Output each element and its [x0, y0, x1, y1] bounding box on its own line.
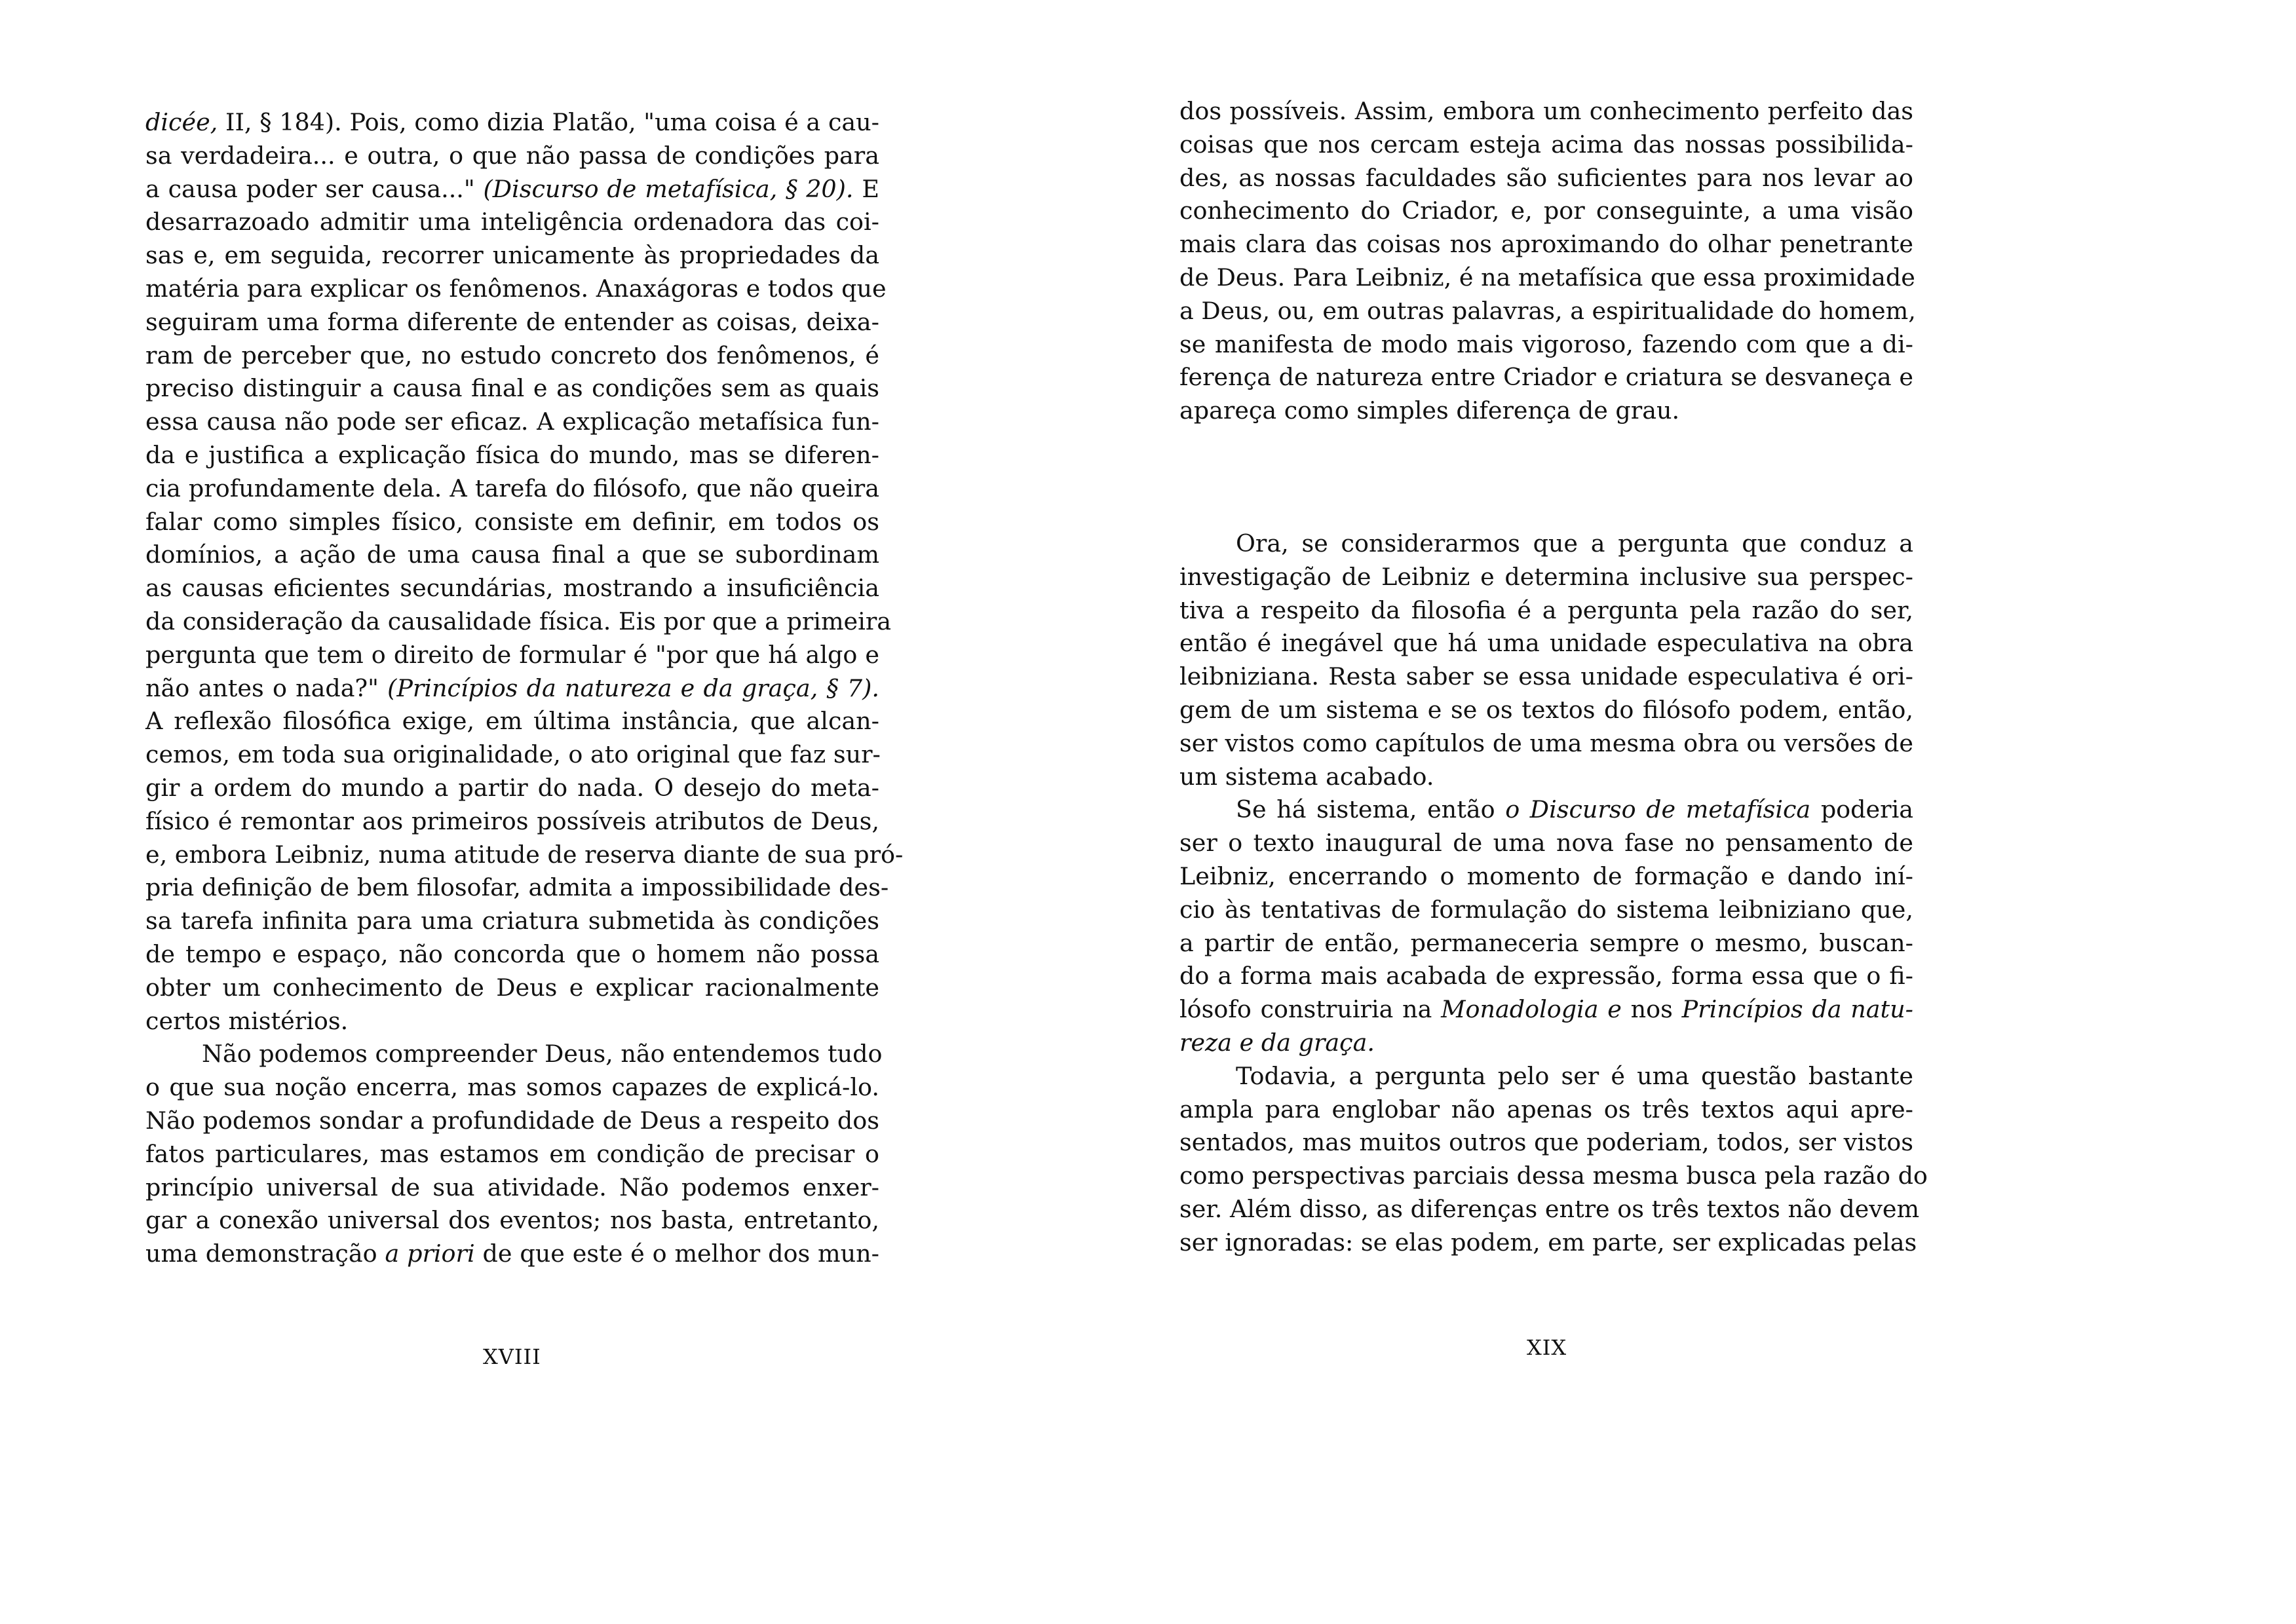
text-span: de Deus. Para Leibniz, é na metafísica que essa proximidade: [1179, 263, 1915, 292]
text-line: [1179, 561, 1913, 594]
text-line: [145, 605, 892, 638]
text-span: de que este é o melhor dos mun-: [474, 1239, 880, 1268]
text-span: ser vistos como capítulos de uma mesma obra ou versões de: [1179, 728, 1913, 757]
text-span: preciso distinguir a causa final e as condições sem as quais: [145, 374, 879, 403]
text-line: [145, 506, 879, 538]
text-line: [1179, 1226, 1917, 1259]
text-line: [1179, 1193, 1920, 1226]
text-line: [1179, 960, 1913, 992]
text-line: [1179, 295, 1916, 328]
text-line: [1179, 860, 1913, 893]
text-span: gir a ordem do mundo a partir do nada. O desejo do meta-: [145, 774, 879, 802]
text-span: poderia: [1810, 795, 1914, 824]
text-span: A reflexão filosófica exige, em última instância, que alcan-: [145, 707, 879, 736]
text-span: gem de um sistema e se os textos do filósofo podem, então,: [1179, 696, 1913, 724]
text-line: [1179, 694, 1913, 727]
text-span: ferença de natureza entre Criador e criatura se desvaneça e: [1179, 363, 1913, 392]
text-line: [1179, 162, 1913, 195]
text-line: [145, 639, 879, 671]
text-span: certos mistérios.: [145, 1006, 349, 1035]
text-line: [145, 1005, 879, 1038]
text-span: Não podemos compreender Deus, não entendemos tudo: [202, 1040, 883, 1068]
text-line: [1179, 394, 1913, 427]
text-span: sas e, em seguida, recorrer unicamente às propriedades da: [145, 241, 879, 270]
text-span: conhecimento do Criador, e, por conseguinte, a uma visão: [1179, 197, 1913, 225]
text-span: princípio universal de sua atividade. Não podemos enxer-: [145, 1173, 879, 1201]
text-line: [1179, 1060, 1913, 1093]
text-span: gar a conexão universal dos eventos; nos basta, entretanto,: [145, 1206, 879, 1235]
text-span: lósofo construiria na: [1179, 995, 1442, 1024]
text-line: [145, 938, 879, 971]
text-line: [145, 140, 879, 172]
text-span: e, embora Leibniz, numa atitude de reserva diante de sua pró-: [145, 840, 904, 869]
text-span: dos possíveis. Assim, embora um conhecimento perfeito das: [1179, 97, 1913, 125]
text-line: [1179, 228, 1913, 261]
text-span: coisas que nos cercam esteja acima das nossas possibilida-: [1179, 130, 1913, 159]
text-span: um sistema acabado.: [1179, 762, 1434, 791]
text-line: [1179, 793, 1913, 826]
text-line: [145, 705, 879, 738]
text-span: fatos particulares, mas estamos em condição de precisar o: [145, 1139, 879, 1168]
text-line: [1179, 594, 1913, 627]
text-span: investigação de Leibniz e determina inclusive sua perspec-: [1179, 562, 1913, 591]
text-line: [145, 538, 879, 571]
text-span: essa causa não pode ser eficaz. A explicação metafísica fun-: [145, 407, 879, 436]
text-line: [1179, 761, 1913, 793]
text-span: sa verdadeira... e outra, o que não passa de condições para: [145, 141, 879, 170]
text-span: falar como simples físico, consiste em definir, em todos os: [145, 507, 879, 536]
text-span: sa tarefa infinita para uma criatura submetida às condições: [145, 907, 879, 935]
text-line: [1179, 1093, 1913, 1126]
text-line: [145, 439, 879, 472]
text-span: ampla para englobar não apenas os três textos aqui apre-: [1179, 1095, 1913, 1124]
text-span: apareça como simples diferença de grau.: [1179, 396, 1680, 425]
text-span: não antes o nada?": [145, 673, 388, 702]
text-line: [145, 1237, 879, 1270]
text-line: [145, 1171, 879, 1204]
text-span: então é inegável que há uma unidade especulativa na obra: [1179, 629, 1913, 658]
text-line: [145, 472, 879, 505]
text-span: seguiram uma forma diferente de entender as coisas, deixa-: [145, 307, 879, 336]
italic-text: Monadologia e: [1441, 995, 1622, 1024]
italic-text: a priori: [385, 1239, 475, 1268]
text-line: [1179, 927, 1913, 960]
italic-text: o Discurso de metafísica: [1505, 795, 1811, 824]
text-span: de tempo e espaço, não concorda que o homem não possa: [145, 940, 879, 968]
text-line: [145, 406, 879, 438]
text-span: nos: [1621, 995, 1682, 1024]
italic-text: (Princípios da natureza e da graça, § 7).: [387, 673, 879, 702]
text-line: [1179, 361, 1913, 394]
text-span: mais clara das coisas nos aproximando do olhar penetrante: [1179, 230, 1913, 259]
text-span: a causa poder ser causa...": [145, 174, 484, 203]
text-span: ser. Além disso, as diferenças entre os três textos não devem: [1179, 1195, 1920, 1223]
text-line: [145, 871, 889, 904]
text-span: II, § 184). Pois, como dizia Platão, "uma coisa é a cau-: [218, 108, 879, 136]
text-line: [1179, 993, 1913, 1026]
text-span: pria definição de bem filosofar, admita a impossibilidade des-: [145, 873, 889, 902]
italic-text: reza e da graça.: [1179, 1029, 1375, 1057]
text-span: matéria para explicar os fenômenos. Anaxágoras e todos que: [145, 274, 887, 303]
text-line: [1179, 328, 1913, 361]
page-number-right: XIX: [1527, 1335, 1567, 1360]
text-line: [1179, 95, 1913, 128]
text-line: [145, 1138, 879, 1171]
italic-text: dicée,: [145, 108, 218, 136]
text-span: cemos, em toda sua originalidade, o ato original que faz sur-: [145, 740, 881, 769]
text-span: desarrazoado admitir uma inteligência ordenadora das coi-: [145, 208, 879, 236]
text-span: se manifesta de modo mais vigoroso, fazendo com que a di-: [1179, 330, 1913, 358]
text-line: [1179, 827, 1913, 859]
text-line: [145, 572, 879, 605]
text-span: Ora, se considerarmos que a pergunta que conduz a: [1236, 529, 1913, 557]
text-span: des, as nossas faculdades são suficientes para nos levar ao: [1179, 163, 1913, 192]
text-span: o que sua noção encerra, mas somos capazes de explicá-lo.: [145, 1073, 879, 1102]
text-line: [145, 239, 879, 272]
text-span: E: [853, 174, 879, 203]
text-span: domínios, a ação de uma causa final a que se subordinam: [145, 540, 879, 569]
text-span: uma demonstração: [145, 1239, 385, 1268]
italic-text: Princípios da natu-: [1681, 995, 1914, 1024]
text-line: [145, 738, 879, 771]
text-line: [1179, 894, 1913, 926]
text-span: ser ignoradas: se elas podem, em parte, ser explicadas pelas: [1179, 1228, 1917, 1256]
text-line: [145, 772, 879, 804]
text-line: [145, 805, 879, 838]
text-line: [1179, 128, 1913, 161]
text-span: obter um conhecimento de Deus e explicar racionalmente: [145, 973, 879, 1002]
text-span: físico é remontar aos primeiros possíveis atributos de Deus,: [145, 806, 879, 835]
text-span: as causas eficientes secundárias, mostrando a insuficiência: [145, 574, 879, 603]
text-span: ram de perceber que, no estudo concreto dos fenômenos, é: [145, 341, 879, 369]
page-number-left: XVIII: [483, 1344, 541, 1369]
text-line: [145, 106, 879, 139]
text-span: a partir de então, permaneceria sempre o mesmo, buscan-: [1179, 928, 1913, 957]
text-span: da consideração da causalidade física. Eis por que a primeira: [145, 607, 892, 635]
text-line: [1179, 660, 1913, 693]
text-span: pergunta que tem o direito de formular é "por que há algo e: [145, 640, 879, 669]
text-line: [145, 173, 879, 206]
text-line: [1179, 195, 1913, 227]
text-span: ser o texto inaugural de uma nova fase no pensamento de: [1179, 829, 1913, 858]
text-line: [145, 1038, 883, 1070]
text-line: [1179, 1126, 1913, 1159]
text-span: a Deus, ou, em outras palavras, a espiritualidade do homem,: [1179, 296, 1916, 325]
text-line: [145, 1071, 879, 1104]
text-line: [145, 372, 879, 405]
text-span: sentados, mas muitos outros que poderiam, todos, ser vistos: [1179, 1128, 1913, 1157]
text-span: tiva a respeito da filosofia é a pergunta pela razão do ser,: [1179, 595, 1913, 624]
text-line: [145, 273, 887, 305]
text-line: [1179, 527, 1913, 560]
text-span: da e justifica a explicação física do mundo, mas se diferen-: [145, 441, 879, 469]
text-line: [145, 972, 879, 1004]
text-span: como perspectivas parciais dessa mesma busca pela razão do: [1179, 1161, 1928, 1190]
text-span: cia profundamente dela. A tarefa do filósofo, que não queira: [145, 474, 879, 502]
italic-text: (Discurso de metafísica, § 20).: [483, 174, 854, 203]
text-span: leibniziana. Resta saber se essa unidade especulativa é ori-: [1179, 662, 1913, 691]
text-span: Leibniz, encerrando o momento de formação e dando iní-: [1179, 862, 1913, 890]
text-span: cio às tentativas de formulação do sistema leibniziano que,: [1179, 895, 1913, 924]
text-line: [145, 339, 879, 372]
text-span: do a forma mais acabada de expressão, forma essa que o fi-: [1179, 962, 1913, 991]
text-line: [145, 1204, 879, 1237]
text-line: [145, 839, 904, 871]
text-line: [1179, 1027, 1913, 1059]
text-line: [145, 905, 879, 937]
text-line: [1179, 1160, 1928, 1192]
text-line: [145, 672, 879, 705]
text-line: [1179, 627, 1913, 660]
text-line: [1179, 727, 1913, 760]
text-span: Se há sistema, então: [1236, 795, 1506, 824]
text-line: [145, 306, 879, 339]
text-span: Todavia, a pergunta pelo ser é uma questão bastante: [1236, 1061, 1913, 1090]
text-line: [145, 206, 879, 238]
text-line: [145, 1105, 879, 1137]
text-span: Não podemos sondar a profundidade de Deus a respeito dos: [145, 1106, 879, 1135]
text-line: [1179, 261, 1913, 294]
